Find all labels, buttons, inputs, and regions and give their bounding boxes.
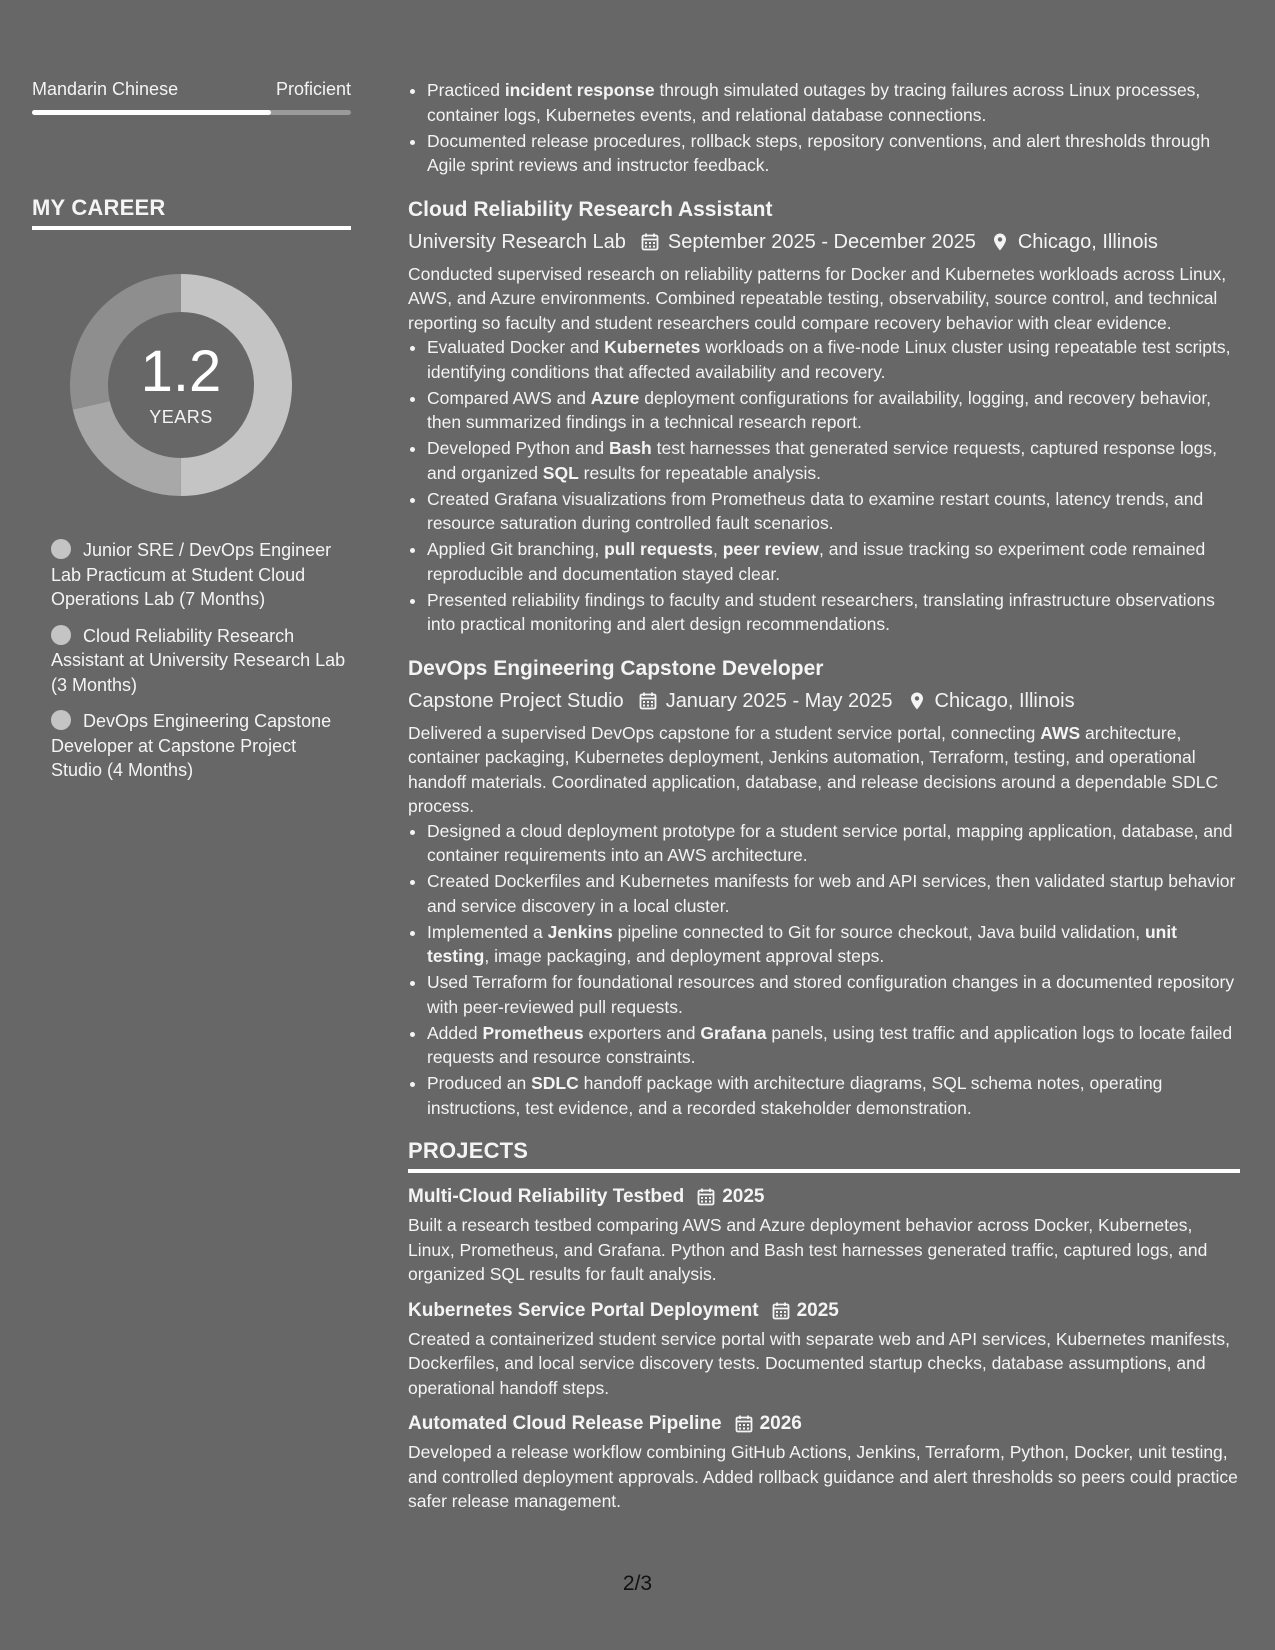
career-item-text: Cloud Reliability Research Assistant at University Research Lab (3 Months) — [51, 625, 346, 695]
career-total-years: 1.2 — [140, 338, 222, 404]
bullet-item: • Created Dockerfiles and Kubernetes manifests for web and API services, then validated startup behavior and service discovery in a local cluster. — [427, 869, 1240, 918]
project-title: Multi-Cloud Reliability Testbed — [408, 1186, 685, 1207]
career-item-text: Junior SRE / DevOps Engineer Lab Practicum at Student Cloud Operations Lab (7 Months) — [51, 540, 332, 609]
bullet-item: • Created Grafana visualizations from Prometheus data to examine restart counts, latency trends, and resource saturation during controlled fault scenarios. — [427, 487, 1240, 536]
calendar-icon — [640, 232, 660, 252]
job-meta — [408, 229, 1240, 255]
left-column — [32, 78, 351, 795]
job-meta — [408, 688, 1240, 714]
project-year: 2025 — [796, 1299, 839, 1321]
language-level: Proficient — [275, 79, 351, 99]
career-years-unit: YEARS — [149, 406, 213, 427]
bullet-item: • Practiced incident response through simulated outages by tracing failures across Linux processes, container logs, Kubernetes events, and relational database connections. — [427, 78, 1240, 127]
career-heading: MY CAREER — [32, 195, 351, 230]
project-description: Built a research testbed comparing AWS and Azure deployment behavior across Docker, Kubernetes, Linux, Prometheus, and Grafana. Python and Bash test harnesses generated traffic, captured logs, and organized SQL results for fault analysis. — [408, 1215, 1208, 1284]
page-number: 2/3 — [622, 1572, 653, 1595]
calendar-icon — [734, 1414, 754, 1434]
job-dates: January 2025 - May 2025 — [665, 689, 893, 712]
career-list-item — [51, 624, 351, 698]
project-entry — [408, 1412, 1240, 1514]
calendar-icon — [638, 691, 658, 711]
project-description: Developed a release workflow combining GitHub Actions, Jenkins, Terraform, Python, Docker, unit testing, and controlled deployment approvals. Added rollback guidance and alert thresholds so peers could practice safer release management. — [408, 1442, 1238, 1511]
job-title: Cloud Reliability Research Assistant — [408, 197, 773, 221]
bullet-item: • Evaluated Docker and Kubernetes workloads on a five-node Linux cluster using repeatable test scripts, identifying conditions that affected availability and recovery. — [427, 335, 1240, 384]
career-list-item — [51, 538, 351, 612]
bullet-item: • Applied Git branching, pull requests, peer review, and issue tracking so experiment code remained reproducible and documentation stayed clear. — [427, 537, 1240, 586]
career-donut-chart — [66, 270, 296, 500]
bullet-item: • Compared AWS and Azure deployment configurations for availability, logging, and recovery behavior, then summarized findings in a technical research report. — [427, 386, 1240, 435]
bullet-item: • Added Prometheus exporters and Grafana panels, using test traffic and application logs to locate failed requests and resource constraints. — [427, 1021, 1240, 1070]
job-dates: September 2025 - December 2025 — [667, 230, 976, 253]
job-location: Chicago, Illinois — [934, 689, 1075, 712]
language-entry — [32, 78, 351, 115]
career-list-item — [51, 709, 351, 783]
job-entry — [408, 197, 1240, 637]
job-location: Chicago, Illinois — [1017, 230, 1158, 253]
project-entry — [408, 1299, 1240, 1401]
location-pin-icon — [907, 691, 927, 711]
bullet-item: • Used Terraform for foundational resources and stored configuration changes in a documented repository with peer-reviewed pull requests. — [427, 970, 1240, 1019]
project-description: Created a containerized student service portal with separate web and API services, Kubernetes manifests, Dockerfiles, and local service discovery tests. Documented startup checks, database assumptions, and operational handoff steps. — [408, 1328, 1230, 1398]
job-organization: University Research Lab — [408, 230, 626, 253]
projects-heading: PROJECTS — [408, 1138, 1240, 1173]
job-description: Delivered a supervised DevOps capstone for a student service portal, connecting AWS architecture, container packaging, Kubernetes deployment, Jenkins automation, Terraform, testing, and operational handoff materials. Coordinated application, database, and release decisions around a dependable SDLC process. — [408, 722, 1219, 816]
previous-job-bullets — [408, 78, 1240, 178]
career-dot-icon — [51, 539, 71, 559]
experience-list — [408, 197, 1240, 1121]
project-year: 2025 — [722, 1186, 765, 1207]
project-entry — [408, 1185, 1240, 1287]
career-dot-icon — [51, 710, 71, 730]
language-proficiency-fill — [32, 110, 271, 115]
projects-list — [408, 1185, 1240, 1514]
project-title: Kubernetes Service Portal Deployment — [408, 1299, 759, 1321]
bullet-item: • Designed a cloud deployment prototype for a student service portal, mapping application, database, and container requirements into an AWS architecture. — [427, 819, 1240, 868]
location-pin-icon — [990, 232, 1010, 252]
calendar-icon — [771, 1301, 791, 1321]
calendar-icon — [696, 1187, 716, 1207]
bullet-item: • Documented release procedures, rollback steps, repository conventions, and alert thresholds through Agile sprint reviews and instructor feedback. — [427, 129, 1240, 178]
job-title: DevOps Engineering Capstone Developer — [408, 656, 824, 680]
project-title: Automated Cloud Release Pipeline — [408, 1413, 722, 1434]
career-list — [32, 538, 351, 783]
job-organization: Capstone Project Studio — [408, 689, 624, 712]
career-item-text: DevOps Engineering Capstone Developer at Capstone Project Studio (4 Months) — [51, 711, 332, 780]
job-bullets — [408, 819, 1240, 1121]
language-proficiency-bar — [32, 110, 351, 115]
bullet-item: • Developed Python and Bash test harnesses that generated service requests, captured response logs, and organized SQL results for repeatable analysis. — [427, 436, 1240, 485]
bullet-item: • Produced an SDLC handoff package with architecture diagrams, SQL schema notes, operating instructions, test evidence, and a recorded stakeholder demonstration. — [427, 1071, 1240, 1120]
job-description: Conducted supervised research on reliability patterns for Docker and Kubernetes workloads across Linux, AWS, and Azure environments. Combined repeatable testing, observability, source control, and technical reporting so faculty and student researchers could compare recovery behavior with clear evidence. — [408, 263, 1227, 333]
right-column — [408, 78, 1240, 1514]
project-year: 2026 — [759, 1413, 802, 1434]
bullet-item: • Implemented a Jenkins pipeline connected to Git for source checkout, Java build validation, unit testing, image packaging, and deployment approval steps. — [427, 920, 1240, 969]
career-dot-icon — [51, 625, 71, 645]
projects-section — [408, 1138, 1240, 1514]
bullet-item: • Presented reliability findings to faculty and student researchers, translating infrastructure observations into practical monitoring and alert design recommendations. — [427, 588, 1240, 637]
language-name: Mandarin Chinese — [32, 79, 179, 99]
job-entry — [408, 656, 1240, 1121]
job-bullets — [408, 335, 1240, 637]
